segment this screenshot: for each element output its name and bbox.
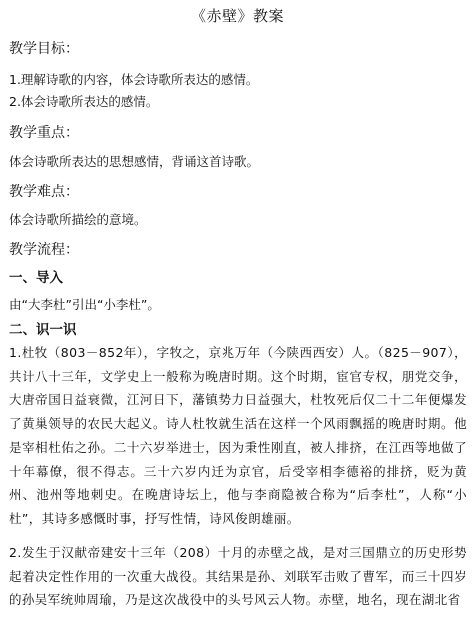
objectives-heading: 教学目标：	[9, 41, 79, 57]
difficulties-heading: 教学难点：	[9, 184, 79, 200]
identify-heading: 二、识一识	[9, 322, 77, 338]
difficulties-text: 体会诗歌所描绘的意境。	[9, 212, 147, 227]
intro-heading: 一、导入	[9, 270, 63, 286]
document-title: 《赤壁》教案	[190, 7, 284, 25]
identify-paragraph-2: 2.发生于汉献帝建安十三年（208）十月的赤壁之战，是对三国鼎立的历史形势起着决定性作用的一次重大战役。其结果是孙、刘联军击败了曹军，而三十四岁的孙吴军统帅周瑜，乃是这次战役中的头号风云人物。赤壁，地名，现在湖北省	[9, 545, 467, 608]
key-points-text: 体会诗歌所表达的思想感情，背诵这首诗歌。	[9, 154, 260, 169]
intro-text: 由“大李杜”引出“小李杜”。	[9, 297, 160, 312]
objective-item-2: 2.体会诗歌所表达的感情。	[9, 94, 159, 109]
key-points-heading: 教学重点：	[9, 125, 79, 141]
objective-item-1: 1.理解诗歌的内容，体会诗歌所表达的感情。	[9, 72, 259, 87]
process-heading: 教学流程：	[9, 242, 79, 258]
identify-paragraph-1: 1.杜牧（803－852年），字牧之，京兆万年（今陕西西安）人。（825－907），共计八十三年，文学史上一般称为晚唐时期。这个时期，宦官专权，朋党交争，大唐帝国日益衰微，江河日下，藩镇势力日益强大，杜牧死后仅二十二年便爆发了黄巢领导的农民大起义。诗人杜牧就生活在这样一个风雨飘摇的晚唐时期。他是宰相杜佑之孙。二十六岁举进士，因为秉性刚直，被人排挤，在江西等地做了十年幕僚，很不得志。三十六岁内迁为京官，后受宰相李德裕的排挤，贬为黄州、池州等地刺史。在晚唐诗坛上，他与李商隐被合称为“后李杜”，人称“小杜”，其诗多感慨时事，抒写性情，诗风俊朗雄丽。	[9, 345, 467, 526]
